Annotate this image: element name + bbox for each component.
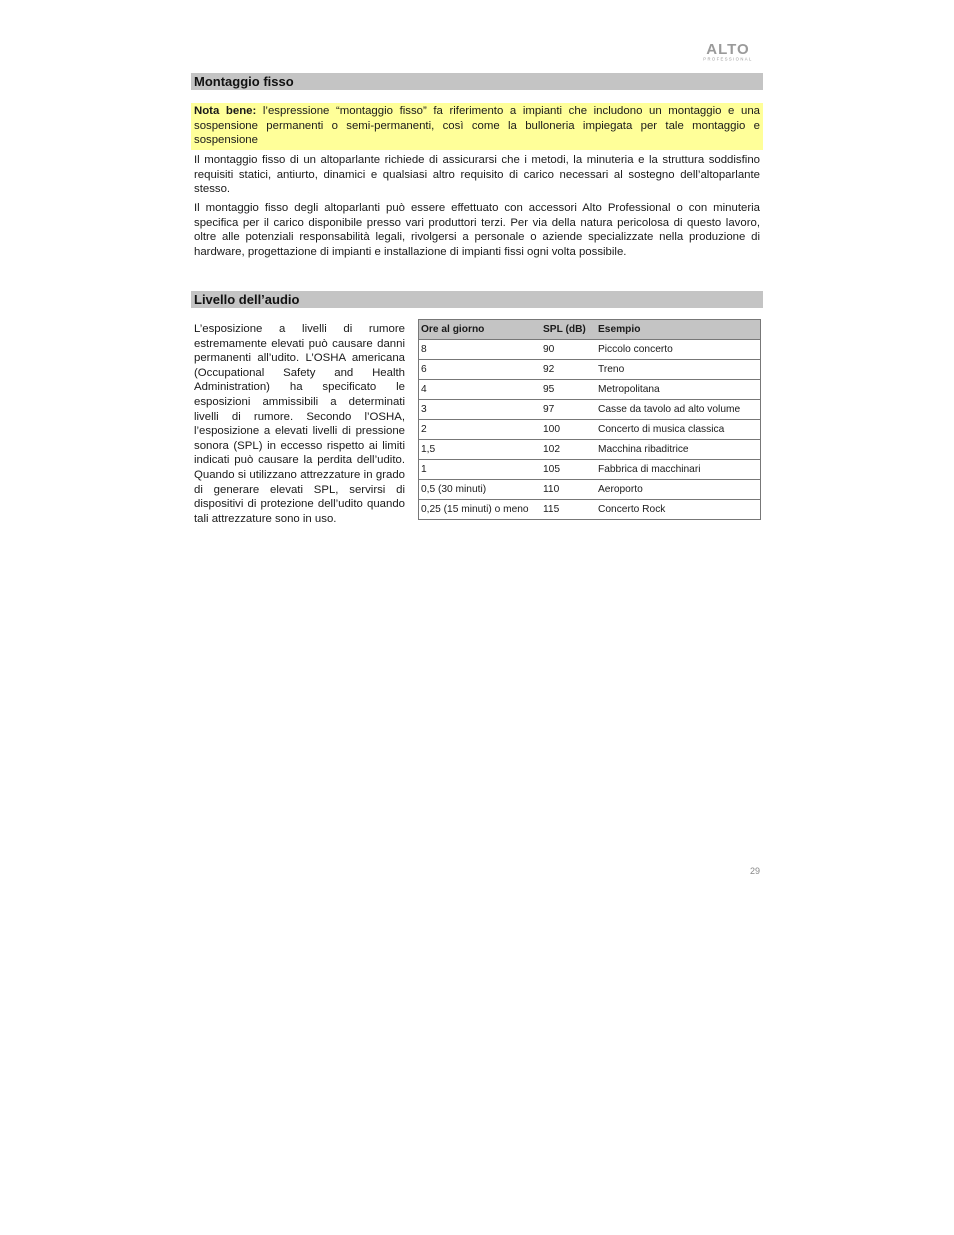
- cell-spl: 115: [541, 500, 596, 520]
- note-text: l’espressione “montaggio fisso” fa riferimento a impianti che includono un montaggio e una sospensione permanenti o semi-permanenti, così come la bulloneria impiegata per tale montaggio e sospensione: [194, 105, 760, 146]
- table-row: [419, 360, 761, 380]
- cell-hours: 8: [419, 340, 542, 360]
- table-header-row: [419, 320, 761, 340]
- section-title-montaggio: Montaggio fisso: [191, 73, 763, 90]
- cell-spl: 105: [541, 460, 596, 480]
- logo-brand-text: ALTO: [706, 41, 750, 58]
- cell-spl: 102: [541, 440, 596, 460]
- cell-spl: 97: [541, 400, 596, 420]
- logo-sub-text: PROFESSIONAL: [703, 56, 753, 62]
- spl-exposure-table: [418, 319, 761, 520]
- cell-hours: 1,5: [419, 440, 542, 460]
- cell-example: Casse da tavolo ad alto volume: [596, 400, 761, 420]
- table-row: [419, 400, 761, 420]
- column-header-example: Esempio: [596, 320, 761, 340]
- cell-example: Piccolo concerto: [596, 340, 761, 360]
- cell-hours: 2: [419, 420, 542, 440]
- table-row: [419, 500, 761, 520]
- cell-hours: 4: [419, 380, 542, 400]
- cell-example: Concerto Rock: [596, 500, 761, 520]
- cell-hours: 0,25 (15 minuti) o meno: [419, 500, 542, 520]
- table-row: [419, 460, 761, 480]
- table-row: [419, 340, 761, 360]
- page-number: 29: [749, 866, 760, 876]
- section-title-livello-audio: Livello dell’audio: [191, 291, 763, 308]
- cell-example: Aeroporto: [596, 480, 761, 500]
- cell-hours: 1: [419, 460, 542, 480]
- cell-spl: 92: [541, 360, 596, 380]
- note-label: Nota bene:: [194, 105, 257, 117]
- cell-example: Macchina ribaditrice: [596, 440, 761, 460]
- cell-spl: 110: [541, 480, 596, 500]
- paragraph-montaggio-2: Il montaggio fisso degli altoparlanti può essere effettuato con accessori Alto Professional o con minuteria specifica per il carico disponibile presso vari produttori terzi. Per via della natura pericolosa di questo lavoro, oltre alle potenziali responsabilità legali, rivolgersi a personale o aziende specializzate nella produzione di hardware, progettazione di impianti e installazione di impianti fissi ogni volta possibile.: [194, 202, 760, 258]
- table-row: [419, 380, 761, 400]
- table-body: [419, 340, 761, 520]
- table-row: [419, 440, 761, 460]
- cell-example: Treno: [596, 360, 761, 380]
- cell-hours: 6: [419, 360, 542, 380]
- cell-example: Metropolitana: [596, 380, 761, 400]
- table-row: [419, 480, 761, 500]
- cell-spl: 95: [541, 380, 596, 400]
- cell-spl: 90: [541, 340, 596, 360]
- column-header-hours: Ore al giorno: [419, 320, 542, 340]
- note-box: [191, 103, 763, 150]
- paragraph-montaggio-1: Il montaggio fisso di un altoparlante richiede di assicurarsi che i metodi, la minuteria e la struttura soddisfino requisiti statici, antiurto, dinamici e qualsiasi altro requisito di carico necessari al sostegno dell’altoparlante stesso.: [194, 154, 760, 195]
- alto-professional-logo: [694, 40, 762, 62]
- cell-example: Fabbrica di macchinari: [596, 460, 761, 480]
- cell-hours: 3: [419, 400, 542, 420]
- table-row: [419, 420, 761, 440]
- cell-spl: 100: [541, 420, 596, 440]
- column-header-spl: SPL (dB): [541, 320, 596, 340]
- paragraph-livello-audio: L’esposizione a livelli di rumore estremamente elevati può causare danni permanenti all’udito. L’OSHA americana (Occupational Safety and Health Administration) ha specificato le esposizioni ammissibili a determinati livelli di rumore. Secondo l’OSHA, l’esposizione a elevati livelli di pressione sonora (SPL) in eccesso rispetto ai limiti indicati può causare la perdita dell’udito. Quando si utilizzano attrezzature in grado di generare elevati SPL, servirsi di dispositivi di protezione dell’udito quando tali attrezzature sono in uso.: [194, 323, 405, 525]
- cell-example: Concerto di musica classica: [596, 420, 761, 440]
- cell-hours: 0,5 (30 minuti): [419, 480, 542, 500]
